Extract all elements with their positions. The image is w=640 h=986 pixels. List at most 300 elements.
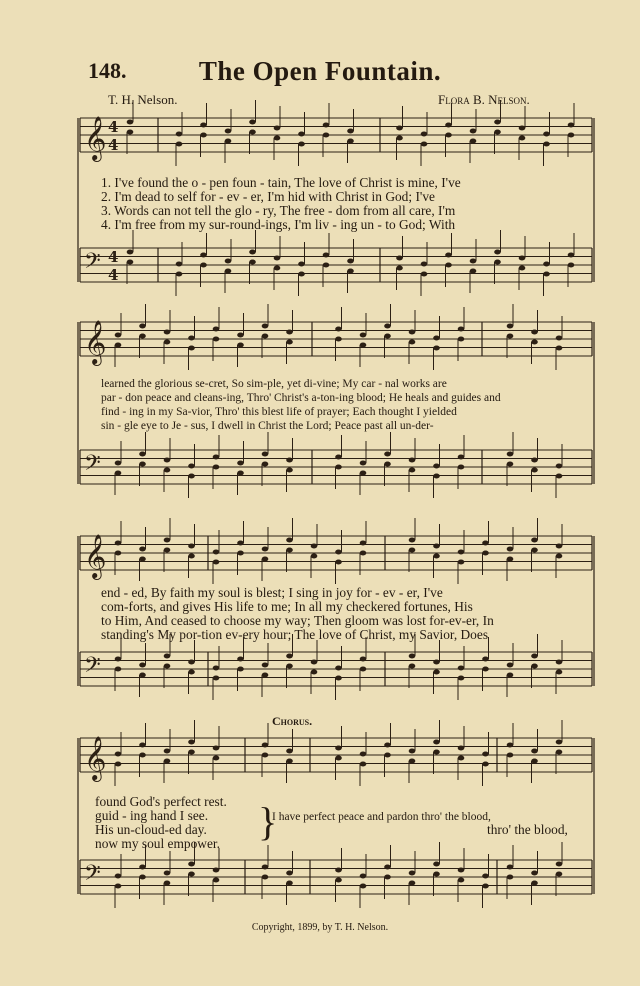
note-head <box>176 132 183 137</box>
note-head <box>409 654 416 659</box>
note-head <box>360 541 367 546</box>
composer-credit: T. H. Nelson. <box>108 92 178 107</box>
note-head <box>531 759 538 764</box>
note-head <box>188 660 195 665</box>
note-head <box>127 120 134 125</box>
system-1-verse-4: 4. I'm free from my sur-round-ings, I'm liv - ing un - to God; With <box>101 217 456 232</box>
note-head <box>335 868 342 873</box>
note-head <box>298 262 305 267</box>
note-head <box>531 538 538 543</box>
note-head <box>445 123 452 128</box>
note-head <box>531 340 538 345</box>
note-head <box>409 458 416 463</box>
note-head <box>482 551 489 556</box>
note-head <box>213 455 220 460</box>
note-head <box>568 133 575 138</box>
note-head <box>225 259 232 264</box>
note-head <box>286 458 293 463</box>
note-head <box>237 333 244 338</box>
note-head <box>531 468 538 473</box>
note-head <box>164 759 171 764</box>
note-head <box>164 664 171 669</box>
system-1-verse-2: 2. I'm dead to self for - ev - er, I'm hid with Christ in God; I've <box>101 189 435 204</box>
note-head <box>507 663 514 668</box>
note-head <box>531 548 538 553</box>
treble-clef: 𝄞 <box>84 736 107 780</box>
note-head <box>556 670 563 675</box>
note-head <box>470 269 477 274</box>
note-head <box>200 123 207 128</box>
note-head <box>139 557 146 562</box>
note-head <box>494 130 501 135</box>
note-head <box>396 256 403 261</box>
note-head <box>360 343 367 348</box>
note-head <box>507 462 514 467</box>
note-head <box>543 142 550 147</box>
note-head <box>262 865 269 870</box>
note-head <box>335 465 342 470</box>
note-head <box>213 756 220 761</box>
note-head <box>115 461 122 466</box>
note-head <box>409 749 416 754</box>
note-head <box>188 862 195 867</box>
note-head <box>458 337 465 342</box>
note-head <box>115 884 122 889</box>
note-head <box>237 541 244 546</box>
note-head <box>433 750 440 755</box>
chorus-label: Chorus. <box>272 714 313 728</box>
note-head <box>262 663 269 668</box>
note-head <box>507 324 514 329</box>
note-head <box>409 468 416 473</box>
note-head <box>164 871 171 876</box>
note-head <box>409 871 416 876</box>
bass-clef: 𝄢 <box>84 653 101 683</box>
note-head <box>115 471 122 476</box>
note-head <box>139 753 146 758</box>
note-head <box>115 762 122 767</box>
treble-clef: 𝄞 <box>84 320 107 364</box>
note-head <box>311 544 318 549</box>
note-head <box>274 136 281 141</box>
note-head <box>213 868 220 873</box>
note-head <box>409 664 416 669</box>
note-head <box>225 129 232 134</box>
system-3-verse-3: to Him, And ceased to choose my way; Then gloom was lost for-ev-er, In <box>101 613 494 628</box>
note-head <box>262 557 269 562</box>
note-head <box>298 132 305 137</box>
note-head <box>139 875 146 880</box>
note-head <box>115 874 122 879</box>
note-head <box>262 743 269 748</box>
note-head <box>519 256 526 261</box>
note-head <box>433 554 440 559</box>
note-head <box>237 667 244 672</box>
note-head <box>200 253 207 258</box>
note-head <box>482 874 489 879</box>
note-head <box>225 139 232 144</box>
system-4-verse-1: found God's perfect rest. <box>95 794 227 809</box>
note-head <box>360 551 367 556</box>
note-head <box>188 474 195 479</box>
note-head <box>164 468 171 473</box>
note-head <box>458 560 465 565</box>
note-head <box>482 541 489 546</box>
note-head <box>360 884 367 889</box>
note-head <box>139 865 146 870</box>
note-head <box>286 749 293 754</box>
note-head <box>531 330 538 335</box>
note-head <box>507 875 514 880</box>
note-head <box>360 333 367 338</box>
hymn-title: The Open Fountain. <box>198 56 442 86</box>
note-head <box>188 670 195 675</box>
bass-clef: 𝄢 <box>84 861 101 891</box>
note-head <box>556 464 563 469</box>
note-head <box>115 333 122 338</box>
note-head <box>139 547 146 552</box>
note-head <box>458 550 465 555</box>
time-signature-bottom: 4 <box>108 136 119 154</box>
note-head <box>335 455 342 460</box>
note-head <box>323 263 330 268</box>
note-head <box>519 136 526 141</box>
system-1-verse-3: 3. Words can not tell the glo - ry, The free - dom from all care, I'm <box>101 203 456 218</box>
note-head <box>470 139 477 144</box>
note-head <box>396 136 403 141</box>
note-head <box>384 753 391 758</box>
note-head <box>286 664 293 669</box>
note-head <box>115 551 122 556</box>
note-head <box>225 269 232 274</box>
note-head <box>421 142 428 147</box>
note-head <box>482 752 489 757</box>
note-head <box>115 657 122 662</box>
note-head <box>188 336 195 341</box>
note-head <box>384 452 391 457</box>
note-head <box>286 654 293 659</box>
system-2-verse-2: par - don peace and cleans-ing, Thro' Christ's a-ton-ing blood; He heals and guides and <box>101 392 501 404</box>
note-head <box>335 676 342 681</box>
note-head <box>531 749 538 754</box>
note-head <box>458 756 465 761</box>
note-head <box>188 750 195 755</box>
note-head <box>213 337 220 342</box>
note-head <box>139 324 146 329</box>
chorus-line-2: thro' the blood, <box>487 822 568 837</box>
system-2-verse-4: sin - gle eye to Je - sus, I dwell in Christ the Lord; Peace past all un-der- <box>101 420 434 432</box>
note-head <box>384 875 391 880</box>
note-head <box>360 874 367 879</box>
note-head <box>568 253 575 258</box>
note-head <box>507 452 514 457</box>
note-head <box>433 544 440 549</box>
time-signature-bottom: 4 <box>108 266 119 284</box>
note-head <box>274 256 281 261</box>
note-head <box>433 660 440 665</box>
note-head <box>139 673 146 678</box>
note-head <box>164 881 171 886</box>
note-head <box>335 560 342 565</box>
note-head <box>507 743 514 748</box>
bass-clef: 𝄢 <box>84 451 101 481</box>
note-head <box>360 461 367 466</box>
system-4-verse-2: guid - ing hand I see. <box>95 808 209 823</box>
note-head <box>164 538 171 543</box>
note-head <box>494 120 501 125</box>
note-head <box>335 878 342 883</box>
note-head <box>286 340 293 345</box>
note-head <box>286 881 293 886</box>
note-head <box>286 871 293 876</box>
note-head <box>200 263 207 268</box>
note-head <box>482 667 489 672</box>
note-head <box>433 670 440 675</box>
note-head <box>213 746 220 751</box>
note-head <box>335 666 342 671</box>
note-head <box>249 260 256 265</box>
note-head <box>409 548 416 553</box>
note-head <box>556 872 563 877</box>
note-head <box>262 334 269 339</box>
system-1-verse-1: 1. I've found the o - pen foun - tain, The love of Christ is mine, I've <box>101 175 461 190</box>
note-head <box>507 547 514 552</box>
note-head <box>360 471 367 476</box>
note-head <box>433 336 440 341</box>
note-head <box>164 654 171 659</box>
note-head <box>433 346 440 351</box>
note-head <box>360 752 367 757</box>
note-head <box>311 660 318 665</box>
note-head <box>274 266 281 271</box>
system-3-verse-4: standing's My por-tion ev-ery hour; The love of Christ, my Savior, Does <box>101 627 489 642</box>
note-head <box>458 878 465 883</box>
system-3-verse-2: com-forts, and gives His life to me; In all my checkered fortunes, His <box>101 599 473 614</box>
note-head <box>335 327 342 332</box>
note-head <box>249 250 256 255</box>
note-head <box>262 462 269 467</box>
note-head <box>262 673 269 678</box>
note-head <box>458 676 465 681</box>
note-head <box>176 262 183 267</box>
note-head <box>164 330 171 335</box>
note-head <box>396 126 403 131</box>
note-head <box>482 657 489 662</box>
note-head <box>556 660 563 665</box>
note-head <box>458 327 465 332</box>
note-head <box>237 343 244 348</box>
note-head <box>323 253 330 258</box>
note-head <box>213 560 220 565</box>
note-head <box>519 266 526 271</box>
note-head <box>237 551 244 556</box>
note-head <box>482 762 489 767</box>
note-head <box>409 330 416 335</box>
note-head <box>286 548 293 553</box>
note-head <box>188 544 195 549</box>
note-head <box>335 337 342 342</box>
note-head <box>482 884 489 889</box>
note-head <box>519 126 526 131</box>
note-head <box>543 272 550 277</box>
note-head <box>188 872 195 877</box>
note-head <box>347 259 354 264</box>
note-head <box>568 263 575 268</box>
system-4-verse-4: now my soul empower. <box>95 836 220 851</box>
note-head <box>213 666 220 671</box>
note-head <box>311 670 318 675</box>
note-head <box>556 862 563 867</box>
author-credit: Flora B. Nelson. <box>438 92 530 107</box>
note-head <box>274 126 281 131</box>
note-head <box>213 465 220 470</box>
note-head <box>531 654 538 659</box>
note-head <box>237 471 244 476</box>
system-2-verse-3: find - ing in my Sa-vior, Thro' this blest life of prayer; Each thought I yielded <box>101 406 457 418</box>
treble-clef: 𝄞 <box>84 534 107 578</box>
chorus-line-1: I have perfect peace and pardon thro' the blood, <box>272 811 491 823</box>
note-head <box>188 740 195 745</box>
note-head <box>433 474 440 479</box>
note-head <box>409 538 416 543</box>
note-head <box>347 269 354 274</box>
bass-clef: 𝄢 <box>84 249 101 279</box>
note-head <box>384 865 391 870</box>
hymn-number: 148. <box>88 58 127 83</box>
note-head <box>298 272 305 277</box>
note-head <box>543 262 550 267</box>
note-head <box>568 123 575 128</box>
note-head <box>164 749 171 754</box>
note-head <box>384 324 391 329</box>
chorus-brace: } <box>258 799 278 844</box>
note-head <box>507 753 514 758</box>
note-head <box>507 334 514 339</box>
note-head <box>200 133 207 138</box>
note-head <box>262 452 269 457</box>
note-head <box>433 862 440 867</box>
copyright-notice: Copyright, 1899, by T. H. Nelson. <box>251 922 389 933</box>
note-head <box>433 872 440 877</box>
note-head <box>176 142 183 147</box>
note-head <box>531 458 538 463</box>
note-head <box>115 752 122 757</box>
note-head <box>249 120 256 125</box>
time-signature-top: 4 <box>108 118 119 136</box>
note-head <box>556 544 563 549</box>
note-head <box>262 753 269 758</box>
note-head <box>556 336 563 341</box>
note-head <box>286 759 293 764</box>
system-2-verse-1: learned the glorious se-cret, So sim-ple, yet di-vine; My car - nal works are <box>101 378 447 390</box>
note-head <box>458 868 465 873</box>
note-head <box>323 123 330 128</box>
note-head <box>360 657 367 662</box>
note-head <box>164 458 171 463</box>
note-head <box>494 260 501 265</box>
note-head <box>127 260 134 265</box>
note-head <box>556 750 563 755</box>
note-head <box>213 327 220 332</box>
note-head <box>286 538 293 543</box>
note-head <box>360 667 367 672</box>
note-head <box>458 455 465 460</box>
note-head <box>445 253 452 258</box>
note-head <box>384 743 391 748</box>
note-head <box>507 557 514 562</box>
note-head <box>311 554 318 559</box>
note-head <box>470 259 477 264</box>
note-head <box>347 139 354 144</box>
note-head <box>139 452 146 457</box>
note-head <box>531 881 538 886</box>
note-head <box>347 129 354 134</box>
note-head <box>213 550 220 555</box>
note-head <box>433 740 440 745</box>
note-head <box>262 324 269 329</box>
note-head <box>445 133 452 138</box>
note-head <box>531 664 538 669</box>
note-head <box>458 666 465 671</box>
note-head <box>237 657 244 662</box>
note-head <box>531 871 538 876</box>
note-head <box>396 266 403 271</box>
note-head <box>262 547 269 552</box>
note-head <box>127 250 134 255</box>
note-head <box>335 550 342 555</box>
note-head <box>421 272 428 277</box>
note-head <box>286 330 293 335</box>
note-head <box>249 130 256 135</box>
note-head <box>237 461 244 466</box>
note-head <box>494 250 501 255</box>
staff-1-treble <box>80 118 592 152</box>
note-head <box>421 262 428 267</box>
treble-clef: 𝄞 <box>84 116 107 160</box>
note-head <box>543 132 550 137</box>
note-head <box>164 548 171 553</box>
note-head <box>115 343 122 348</box>
note-head <box>213 676 220 681</box>
note-head <box>360 762 367 767</box>
note-head <box>188 554 195 559</box>
time-signature-top: 4 <box>108 248 119 266</box>
note-head <box>458 746 465 751</box>
note-head <box>164 340 171 345</box>
note-head <box>507 865 514 870</box>
note-head <box>445 263 452 268</box>
note-head <box>286 468 293 473</box>
note-head <box>139 462 146 467</box>
note-head <box>384 334 391 339</box>
note-head <box>409 340 416 345</box>
note-head <box>213 878 220 883</box>
note-head <box>262 875 269 880</box>
note-head <box>556 554 563 559</box>
note-head <box>384 462 391 467</box>
note-head <box>470 129 477 134</box>
note-head <box>335 756 342 761</box>
note-head <box>409 759 416 764</box>
note-head <box>323 133 330 138</box>
note-head <box>409 881 416 886</box>
note-head <box>556 474 563 479</box>
note-head <box>188 346 195 351</box>
note-head <box>421 132 428 137</box>
note-head <box>556 346 563 351</box>
system-3-verse-1: end - ed, By faith my soul is blest; I sing in joy for - ev - er, I've <box>101 585 443 600</box>
note-head <box>458 465 465 470</box>
